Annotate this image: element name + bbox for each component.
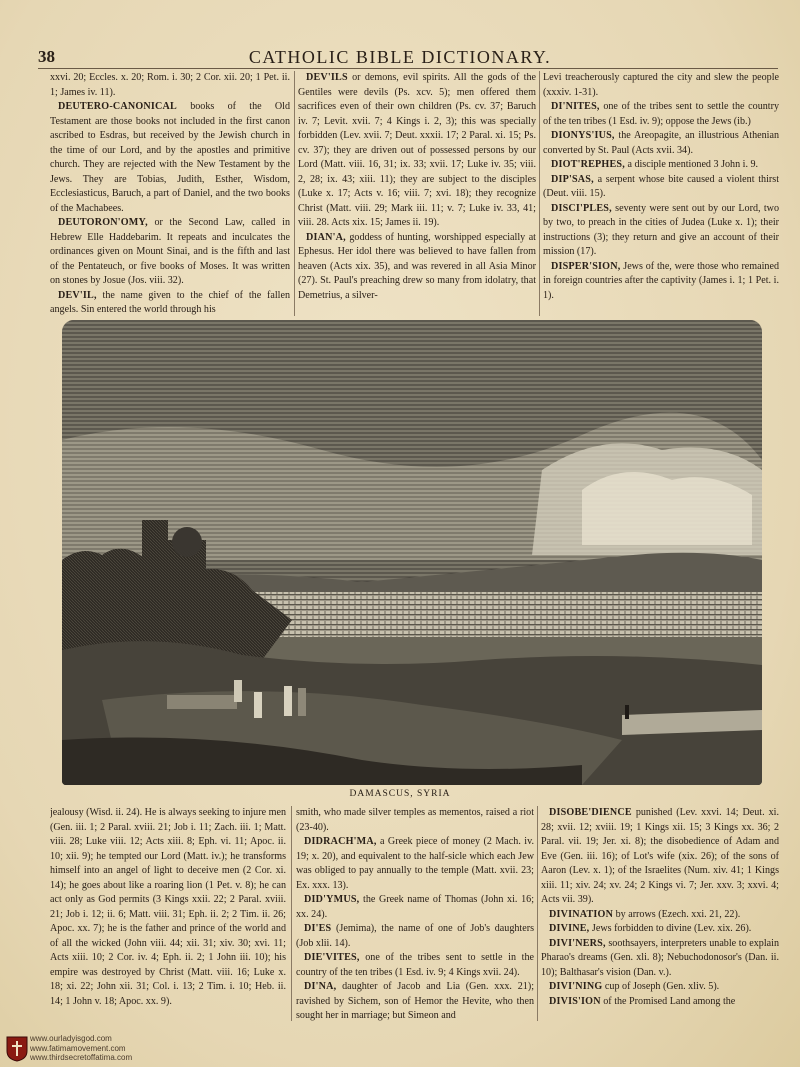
bottom-column-1: [50, 806, 286, 1021]
dictionary-entry: [298, 71, 536, 231]
entry-headword: DIVINATION: [549, 908, 614, 920]
entry-text: books of the Old Testament are those books not included in the first canon ascribed to Esdras, but received by the Jewish church in the time of our Lord, and by the apostles and primitive church. They are rejected with the New Testament by the Jews. They are Tobias, Judith, Esther, Wisdom, Ecclesiasticus, Baruch, a part of Daniel, and the two books of the Machabees.: [50, 101, 290, 214]
entry-text: Levi treacherously captured the city and slew the people (xxxiv. 1-31).: [543, 72, 779, 98]
dictionary-entry: [296, 980, 534, 1021]
entry-headword: DI'NITES,: [551, 101, 600, 112]
dictionary-entry: [296, 951, 534, 980]
column-divider: [537, 806, 538, 1021]
illustration-caption: DAMASCUS, SYRIA: [349, 789, 451, 799]
entry-headword: DIVINE,: [549, 923, 590, 934]
dictionary-entry: [296, 835, 534, 893]
entry-headword: DI'NA,: [304, 981, 337, 992]
running-head-title: CATHOLIC BIBLE DICTIONARY.: [248, 47, 552, 67]
entry-headword: DIAN'A,: [306, 231, 346, 243]
entry-text: or the Second Law, called in Hebrew Elle Haddebarim. It repeats and inculcates the ordinances given on Mount Sinai, and is the fifth and last of the Pentateuch, or five books of Moses. It was written on stones by Josue (Jos. viii. 32).: [50, 217, 290, 286]
dictionary-entry: [50, 216, 290, 289]
entry-text: punished (Lev. xxvi. 14; Deut. xi. 28; xvii. 12; xviii. 19; 1 Kings xii. 15; 3 Kings xx. 36; 2 Paral. vii. 19; Jer. xi. 8); the disobedience of Adam and Eve (Gen. iii. 16); of Lot's wife (xix. 26); of the sons of Aaron (Lev. x. 1); of the Israelites (Num. xiv. 41; 1 Kings xiii. 11; xiv. 24; xv. 24; 2 Kings vi. 7; Jer. xxv. 3; xxvi. 4; Acts vii. 39).: [541, 807, 779, 905]
column-divider: [294, 71, 295, 316]
dictionary-entry: [50, 806, 286, 1009]
entry-text: a disciple mentioned 3 John i. 9.: [624, 159, 759, 170]
entry-text: cup of Joseph (Gen. xliv. 5).: [602, 981, 720, 992]
entry-text: of the Promised Land among the: [600, 995, 736, 1007]
entry-headword: DISPER'SION,: [551, 260, 621, 272]
dictionary-entry: [541, 980, 779, 995]
dictionary-entry: [298, 231, 536, 304]
entry-text: one of the tribes sent to settle in the country of the ten tribes (1 Esd. iv. 9; 4 Kings xvii. 24).: [296, 952, 534, 978]
entry-text: the name given to the chief of the fallen angels. Sin entered the world through his: [50, 289, 290, 315]
watermark-url[interactable]: www.thirdsecretoffatima.com: [30, 1053, 133, 1062]
entry-text: the Greek name of Thomas (John xi. 16; xx. 24).: [296, 894, 534, 920]
dictionary-entry: [541, 806, 779, 908]
dictionary-entry: [543, 202, 779, 260]
dictionary-entry: [296, 922, 534, 951]
entry-text: daughter of Jacob and Lia (Gen. xxx. 21); ravished by Sichem, son of Hemor the Hevite, who then sought her in marriage; but Simeon and: [296, 981, 534, 1021]
entry-headword: DIVI'NERS,: [549, 937, 606, 949]
entry-headword: DIONYS'IUS,: [551, 130, 615, 141]
entry-text: seventy were sent out by our Lord, two by two, to preach in the cities of Judea (Luke x. 1); their instructions (3); they return and give an account of their mission (17).: [543, 202, 779, 257]
entry-text: a Greek piece of money (2 Mach. iv. 19; x. 20), and equivalent to the half-sicle which each Jew was obliged to pay annually to the temple (Matt. xvii. 23; Ex. xxx. 13).: [296, 836, 534, 891]
entry-text: or demons, evil spirits. All the gods of the Gentiles were devils (Ps. xcv. 5); men offered them sacrifices even of their own children (Ps. cv. 37; Baruch iv. 7; Levit. xvii. 7; 4 Kings i. 2, 3); this was specially forbidden (Lev. xvii. 7; Deut. xxxii. 17; 2 Paral. xi. 15; Ps. cv. 37); they are driven out of possessed persons by our Lord (Matt. viii. 16, 31; ix. 33; xvii. 17; Luke iv. 35; viii. 2, 28; ix. 43; xiii. 11); they are subject to the disciples (Luke x. 17; Acts v. 16; viii. 7; xvi. 18); they recognize Christ (Matt. viii. 29; Mark iii. 11; v. 7; Luke iv. 33, 41; viii. 28. Acts xix. 15; James ii. 19).: [298, 72, 536, 228]
dictionary-entry: [543, 100, 779, 129]
entry-headword: DID'YMUS,: [304, 894, 360, 905]
bottom-column-2: [296, 806, 534, 1021]
dictionary-entry: [543, 260, 779, 304]
entry-text: by arrows (Ezech. xxi. 21, 22).: [613, 908, 741, 920]
entry-text: (Jemima), the name of one of Job's daughters (Job xlii. 14).: [296, 923, 534, 949]
entry-headword: DEUTORON'OMY,: [58, 217, 148, 228]
bottom-column-3: [541, 806, 779, 1021]
watermark-logo-icon: [6, 1036, 28, 1062]
damascus-engraving: [62, 320, 762, 785]
entry-headword: DEUTERO-CANONICAL: [58, 101, 177, 112]
dictionary-entry: [50, 289, 290, 318]
dictionary-entry: [543, 129, 779, 158]
entry-headword: DIOT'REPHES,: [551, 159, 625, 170]
entry-headword: DIVI'NING: [549, 981, 603, 992]
entry-text: xxvi. 20; Eccles. x. 20; Rom. i. 30; 2 Cor. xii. 20; 1 Pet. ii. 1; James iv. 11).: [50, 72, 290, 98]
dictionary-entry: [50, 71, 290, 100]
entry-text: a serpent whose bite caused a violent thirst (Deut. viii. 15).: [543, 173, 779, 199]
entry-text: soothsayers, interpreters unable to explain Pharao's dreams (Gen. xli. 8); Nebuchodonosor's (Dan. ii. 10); Balthasar's vision (Dan. v.).: [541, 937, 779, 978]
dictionary-entry: [541, 908, 779, 923]
watermark-url[interactable]: www.ourladyisgod.com: [30, 1034, 112, 1043]
entry-headword: DISCI'PLES,: [551, 202, 612, 214]
top-column-1: [50, 71, 290, 321]
entry-headword: DIVIS'ION: [549, 995, 601, 1007]
dictionary-entry: [541, 995, 779, 1010]
entry-headword: DIP'SAS,: [551, 173, 594, 185]
dictionary-entry: [50, 100, 290, 216]
entry-headword: DIE'VITES,: [304, 952, 360, 963]
top-column-3: [543, 71, 779, 321]
dictionary-entry: [543, 173, 779, 202]
watermark-urls: [30, 1034, 132, 1063]
entry-text: jealousy (Wisd. ii. 24). He is always seeking to injure men (Gen. iii. 1; 2 Paral. xviii. 21; Job i. 11; Zach. iii. 1; Matt. viii. 28; Luke viii. 12; Acts xiii. 8; Eph. vi. 11; Apoc. ii. 10; xii. 9); he tempted our Lord (Matt. iv.); he transforms himself into an angel of light to deceive men (2 Cor. xi. 14); he goes about like a roaring lion (1 Pet. v. 8); he can act only as God permits (3 Kings xxii. 22; 2 Paral. xviii. 21; Job i. 12; ii. 6; Matt. viii. 31; Eph. ii. 2; 2 Tim. ii. 26; Apoc. xx. 7); he is the father and prince of the world and of all the wicked (John viii. 44; xii. 31; xiv. 30; xvi. 11; Acts xiii. 10; 2 Cor. iv. 4; Eph. ii. 2; 1 John iii. 10); his empire was destroyed by Christ (Matt. viii. 16; Luke x. 18; xi. 22; John xii. 31; Col. i. 13; 2 Tim. i. 10; Heb. ii. 14; 1 John v. 18; Apoc. xx. 9).: [50, 807, 286, 1007]
engraving-art: [62, 320, 762, 785]
entry-headword: DEV'IL,: [58, 289, 97, 301]
dictionary-entry: [543, 158, 779, 173]
entry-text: the Areopagite, an illustrious Athenian converted by St. Paul (Acts xvii. 34).: [543, 130, 779, 156]
entry-text: Jews of the, were those who remained in foreign countries after the captivity (James i. 1; 1 Pet. i. 1).: [543, 260, 779, 301]
watermark-url[interactable]: www.fatimamovement.com: [30, 1043, 126, 1053]
entry-text: Jews forbidden to divine (Lev. xix. 26).: [589, 923, 752, 934]
dictionary-entry: [541, 922, 779, 937]
dictionary-entry: [541, 937, 779, 981]
entry-headword: DI'ES: [304, 923, 332, 934]
dictionary-entry: [543, 71, 779, 100]
entry-text: goddess of hunting, worshipped especially at Ephesus. Her idol there was believed to have fallen from heaven (Acts xix. 35), and was revered in all Asia Minor (27). St. Paul's preaching drew so many from idolatry, that Demetrius, a silver-: [298, 231, 536, 301]
entry-text: one of the tribes sent to settle the country of the ten tribes (1 Esd. iv. 9); oppose the Jews (ib.): [543, 101, 779, 127]
dictionary-entry: [296, 893, 534, 922]
header-rule: [38, 68, 778, 69]
entry-headword: DEV'ILS: [306, 72, 348, 83]
dictionary-entry: [296, 806, 534, 835]
page-number: 38: [38, 47, 55, 66]
top-column-2: [298, 71, 536, 321]
column-divider: [539, 71, 540, 316]
entry-headword: DIDRACH'MA,: [304, 836, 377, 847]
column-divider: [291, 806, 292, 1021]
entry-headword: DISOBE'DIENCE: [549, 807, 632, 818]
entry-text: smith, who made silver temples as mementos, raised a riot (23-40).: [296, 807, 534, 833]
